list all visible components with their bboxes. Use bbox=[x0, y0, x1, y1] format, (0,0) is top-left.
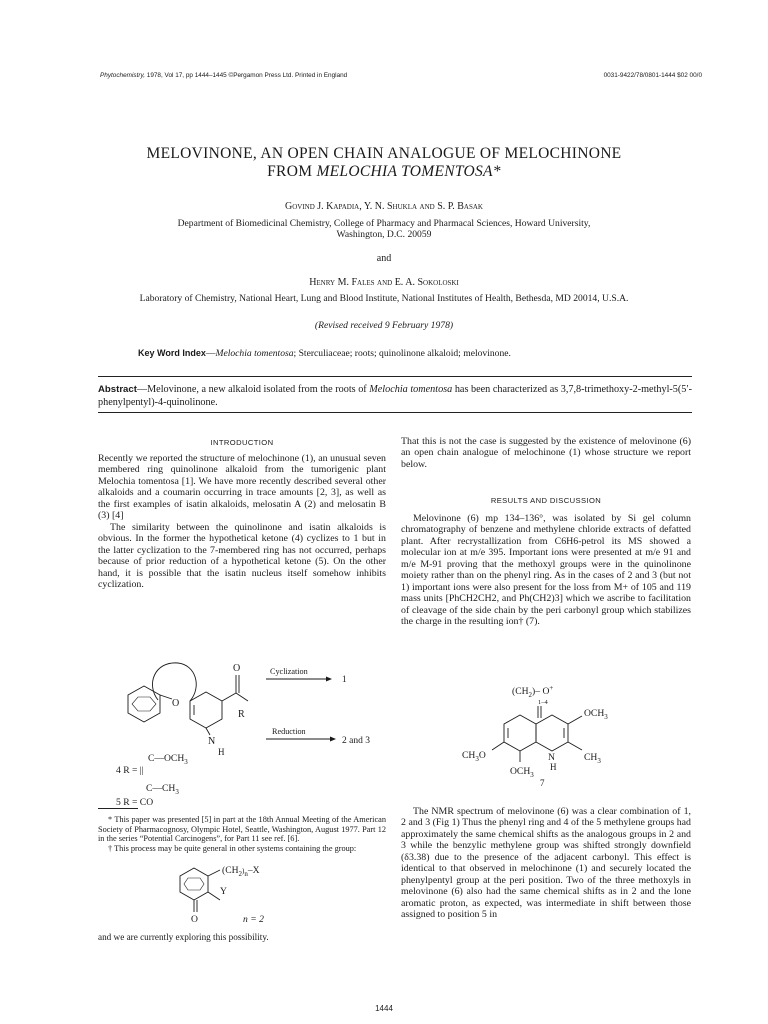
footnote-star: * This paper was presented [5] in part at the 18th Annual Meeting of the American Society of Pharmacognosy, Olympic Hotel, Seattle, Washington, August 1977. Part 12 in the series “Potential Carcinogens”, for Part 11 see ref. [6]. bbox=[98, 815, 386, 844]
affiliation-1-line-2: Washington, D.C. 20059 bbox=[336, 229, 432, 240]
footnote-group-structure bbox=[170, 858, 330, 926]
footnote-closing: and we are currently exploring this possibility. bbox=[98, 932, 269, 942]
group-benzene-inner bbox=[184, 878, 204, 890]
revised-date: (Revised received 9 February 1978) bbox=[314, 320, 454, 331]
reduction-product: 2 and 3 bbox=[342, 736, 370, 746]
str7-ch3-bond bbox=[568, 742, 582, 750]
h-label: H bbox=[218, 747, 225, 757]
structure-7 bbox=[440, 682, 640, 788]
right-intro-text bbox=[401, 436, 691, 470]
cyclization-arrowhead bbox=[326, 677, 332, 682]
authors-group-2: Henry M. Fales and E. A. Sokoloski bbox=[309, 277, 459, 288]
carbonyl-bond bbox=[222, 693, 236, 701]
results-paragraph-1: Melovinone (6) mp 134–136°, was isolated by Si gel column chromatography of benzene and methylene chloride extracts of defatted plant. After recrystallization from C6H6-petrol its MS showed a molecular ion at m/e 395. Important ions were presented at m/e 91 and m/e M-91 proving that the methoxyl groups were in the quinolinone moiety rather than on the phenyl ring. As in the cases of 2 and 3 (but not 1) important ions were also present for the loss from M+ of 105 and 119 mass units [PhCH2CH2, and Ph(CH2)3] which we ascribe to facilitation of cleavage of the side chain by the peri carbonyl group which stabilizes the charge in the resulting ion† (7). bbox=[401, 513, 691, 628]
ring-bond bbox=[160, 695, 172, 699]
heading-results: RESULTS AND DISCUSSION bbox=[490, 496, 602, 505]
group-chain-label: ($CH_2^)_n-X$ bbox=[222, 865, 260, 878]
ring-oxygen-label: O bbox=[172, 698, 180, 709]
group-y-bond bbox=[208, 892, 220, 900]
str7-och3-right: $OCH_3$ bbox=[584, 708, 608, 721]
affiliation-1-line-1: Department of Biomedicinal Chemistry, College of Pharmacy and Pharmacal Sciences, Howard University, bbox=[177, 218, 591, 229]
str7-ch3-label: $CH_3$ bbox=[584, 752, 601, 765]
str7-h-label: H bbox=[550, 762, 557, 772]
footnote-rule bbox=[98, 808, 138, 809]
quinolinone-benzo-ring bbox=[190, 692, 222, 728]
heading-introduction: INTRODUCTION bbox=[210, 438, 274, 447]
nh-bond bbox=[206, 728, 210, 735]
title-line-2: FROM MELOCHIA TOMENTOSA* bbox=[267, 163, 501, 180]
cyclization-product: 1 bbox=[342, 674, 347, 684]
intro-paragraph-1: Recently we reported the structure of melochinone (1), an unusual seven membered ring quinolinone alkaloid from the tumorigenic plant Melochia tomentosa [1]. We have more recently described several other alkaloids and a coumarin occurring in trace amounts [2, 3], as well as the first examples of isatin alkaloids, melosatin A (2) and melosatin B (3) [4] bbox=[98, 453, 386, 522]
phenyl-ring bbox=[128, 686, 160, 722]
str7-ch3o-left: $CH_3O$ bbox=[462, 750, 486, 763]
results-text-2 bbox=[401, 806, 691, 921]
def-4: 4 R = || bbox=[116, 765, 144, 776]
phenyl-ring-inner bbox=[132, 697, 156, 711]
intro-paragraph-2: The similarity between the quinolinone and isatin alkaloids is obvious. In the former the hypothetical ketone (4) cyclizes to 1 but in the latter cyclization to the 7-membered ring has not occurred, perhaps because of prior reduction of a hypothetical ketone (5). On the other hand, it is possible that the isatin nucleus itself somehow inhibits cyclization. bbox=[98, 521, 386, 590]
def-r-top: $C—OCH_3$ bbox=[148, 753, 188, 766]
str7-number: 7 bbox=[540, 778, 545, 788]
str7-och3-bottom: $OCH_3$ bbox=[510, 766, 534, 779]
running-header-right: 0031-9422/78/0801-1444 $02 00/0 bbox=[603, 72, 702, 79]
affiliation-2: Laboratory of Chemistry, National Heart, Lung and Blood Institute, National Institutes of Health, Bethesda, MD 20014, U.S.A. bbox=[139, 293, 629, 304]
carbonyl-o-label: O bbox=[233, 663, 241, 674]
def-r-bottom: $C—CH_3$ bbox=[146, 783, 179, 796]
str7-range: 1–4 bbox=[538, 699, 548, 706]
page-number: 1444 bbox=[375, 1004, 393, 1013]
str7-ch3o-bond bbox=[492, 742, 504, 750]
group-chain-bond bbox=[208, 870, 220, 876]
running-header-left: Phytochemistry, 1978, Vol 17, pp 1444–1445 ©Pergamon Press Ltd. Printed in England bbox=[100, 72, 348, 79]
results-paragraph-2: The NMR spectrum of melovinone (6) was a clear combination of 1, 2 and 3 (Fig 1) Thus the phenyl ring and 4 of the 5 methylene groups had approximately the same chemical shifts as the analogous groups in 2 and 3 while the benzylic methylene group was shifted strongly downfield (δ3.38) due to the presence of the adjacent carbonyl. This effect is identical to that observed in melochinone (1) and securely located the phenylpentyl group at the peri position. Two of the three methoxyls in melovinone (6) also had the same chemical shifts as in 2 and the lone aromatic proton, as expected, was intermediate in shift between those assigned to position 5 in bbox=[401, 806, 691, 921]
str7-pyridine-ring bbox=[536, 715, 568, 751]
group-n-equation: n = 2 bbox=[243, 914, 264, 925]
str7-top-label: $(CH_2)-$ O+ bbox=[512, 684, 554, 699]
introduction-text bbox=[98, 453, 386, 590]
group-o-label: O bbox=[191, 914, 198, 925]
results-text-1 bbox=[401, 513, 691, 628]
rule-top bbox=[98, 376, 692, 377]
cyclization-label: Cyclization bbox=[270, 667, 308, 676]
reduction-label: Reduction bbox=[272, 727, 306, 736]
keyword-index: Key Word Index—Melochia tomentosa; Sterculiaceae; roots; quinolinone alkaloid; melovinone. bbox=[138, 348, 511, 359]
abstract: Abstract—Melovinone, a new alkaloid isolated from the roots of Melochia tomentosa has been characterized as 3,7,8-trimethoxy-2-methyl-5(5′-phenylpentyl)-4-quinolinone. bbox=[98, 384, 693, 408]
str7-benzo-ring bbox=[504, 715, 536, 751]
side-chain-bond bbox=[236, 693, 248, 701]
str7-och3-bond bbox=[568, 716, 582, 724]
seven-ring-arc bbox=[152, 663, 196, 701]
reduction-arrowhead bbox=[330, 737, 336, 742]
footnote-dagger: † This process may be quite general in other systems containing the group: bbox=[108, 843, 357, 853]
right-paragraph-0: That this is not the case is suggested by the existence of melovinone (6) an open chain analogue of melochinone (1) whose structure we report below. bbox=[401, 436, 691, 470]
authors-group-1: Govind J. Kapadia, Y. N. Shukla and S. P. Basak bbox=[285, 201, 483, 212]
rule-bottom bbox=[98, 412, 692, 413]
r-label: R bbox=[238, 709, 245, 720]
n-label: N bbox=[208, 736, 216, 747]
and-separator: and bbox=[376, 253, 392, 264]
str7-n-label: N bbox=[548, 752, 555, 763]
footnotes bbox=[98, 815, 386, 853]
title-line-1: MELOVINONE, AN OPEN CHAIN ANALOGUE OF MELOCHINONE bbox=[146, 145, 622, 162]
def-5: 5 R = CO bbox=[116, 797, 154, 808]
group-y-label: Y bbox=[220, 886, 227, 897]
scheme-ketone-4-5 bbox=[98, 655, 388, 780]
